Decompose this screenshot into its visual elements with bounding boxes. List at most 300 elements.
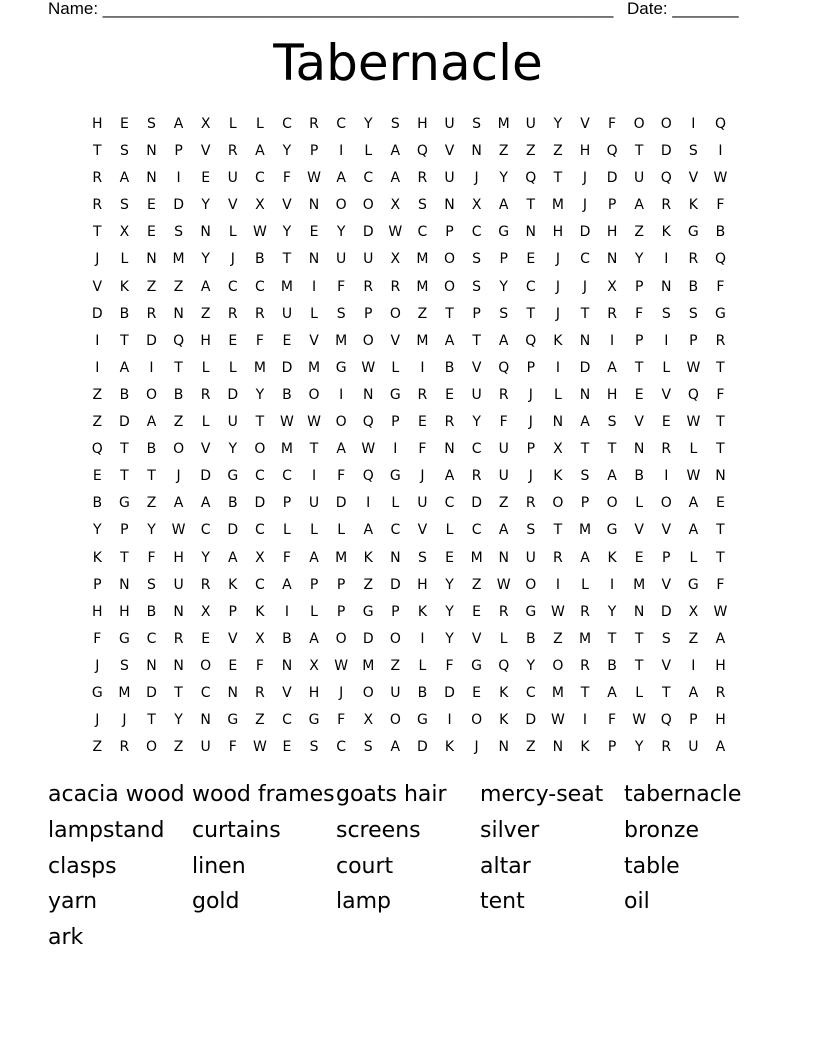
grid-letter: W [280,414,295,431]
grid-letter: F [716,576,725,593]
grid-letter: R [661,739,672,756]
grid-letter: V [282,684,293,701]
grid-letter: O [660,116,673,132]
grid-letter: J [582,197,588,214]
grid-letter: F [337,468,346,485]
grid-letter: A [173,495,184,512]
grid-letter: V [227,630,239,647]
grid-letter: R [688,251,699,268]
grid-letter: R [227,305,239,322]
grid-letter: K [417,603,428,620]
grid-letter: D [471,495,483,512]
grid-letter: B [525,630,537,647]
grid-letter: H [173,549,185,566]
grid-letter: P [364,305,373,322]
grid-letter: H [606,224,618,241]
grid-letter: C [444,495,455,512]
grid-letter: L [120,251,129,268]
grid-letter: C [254,278,266,295]
grid-letter: Y [147,522,157,539]
grid-letter: B [255,251,266,268]
grid-letter: T [580,305,590,322]
grid-letter: M [308,359,321,376]
grid-letter: I [149,359,155,376]
grid-letter: Z [688,630,699,647]
grid-letter: U [634,170,645,187]
grid-letter: A [607,684,618,701]
grid-letter: D [579,224,591,241]
grid-letter: L [418,657,427,674]
grid-letter: R [580,603,591,620]
grid-letter: D [417,739,429,756]
grid-letter: I [311,468,317,485]
word-list-item: tent [480,889,525,915]
grid-letter: Y [336,224,346,241]
grid-letter: U [688,739,699,756]
grid-letter: G [362,603,375,620]
grid-letter: O [173,441,185,458]
grid-letter: C [254,576,266,593]
grid-letter: O [335,630,348,647]
grid-letter: S [661,630,672,647]
grid-letter: Z [471,576,482,593]
grid-letter: P [93,576,103,593]
grid-letter: U [471,386,483,403]
grid-letter: M [578,522,592,539]
grid-letter: I [176,170,182,187]
grid-letter: Y [93,522,103,539]
grid-letter: L [391,359,400,376]
grid-letter: K [228,576,238,593]
grid-letter: E [661,414,672,431]
grid-letter: B [227,495,239,512]
grid-letter: N [146,251,158,268]
grid-letter: A [390,739,401,756]
grid-letter: D [281,359,293,376]
grid-letter: P [282,495,292,512]
grid-letter: J [339,684,344,701]
grid-letter: M [253,359,267,376]
grid-letter: R [173,630,184,647]
word-list-item: lampstand [48,817,165,843]
grid-letter: N [552,739,564,756]
grid-letter: E [201,630,211,647]
grid-letter: U [525,549,537,566]
grid-letter: G [227,712,239,729]
grid-letter: U [444,170,456,187]
grid-letter: C [254,170,266,187]
grid-letter: M [280,278,294,295]
grid-letter: A [607,468,618,485]
grid-letter: Y [499,170,509,187]
grid-letter: B [282,386,293,403]
grid-letter: Z [363,576,374,593]
grid-letter: D [389,576,402,593]
grid-letter: B [607,657,618,674]
grid-letter: C [471,441,482,458]
grid-letter: Q [606,143,619,160]
grid-letter: V [200,143,211,160]
grid-letter: U [417,495,429,512]
grid-letter: C [254,522,266,539]
grid-letter: B [688,278,699,295]
grid-letter: N [200,712,212,729]
grid-letter: S [390,116,401,132]
grid-letter: M [335,332,348,349]
grid-letter: G [498,224,510,241]
grid-letter: P [634,332,644,349]
grid-letter: S [661,305,672,322]
grid-letter: D [525,712,537,729]
grid-letter: A [309,630,320,647]
grid-letter: R [498,603,510,620]
grid-letter: T [526,197,536,214]
grid-letter: R [715,684,726,701]
grid-letter: O [145,739,158,756]
grid-letter: Y [201,549,211,566]
grid-letter: F [499,414,509,431]
grid-letter: W [686,468,701,485]
grid-letter: B [146,441,157,458]
grid-letter: M [280,441,294,458]
grid-letter: F [608,712,617,729]
grid-letter: Y [634,739,644,756]
grid-letter: T [634,630,644,647]
grid-letter: R [444,414,455,431]
word-list-item: tabernacle [624,782,742,807]
grid-letter: P [662,549,671,566]
word-list-item: wood frames [192,782,335,807]
grid-letter: K [444,739,455,756]
grid-letter: Z [173,414,184,431]
grid-letter: T [93,143,103,160]
grid-letter: N [444,197,456,214]
grid-letter: C [227,278,239,295]
word-list-item: silver [480,817,540,843]
word-list-item: lamp [336,889,391,915]
grid-letter: L [635,684,644,701]
grid-letter: D [119,414,131,431]
grid-letter: P [120,522,130,539]
grid-letter: M [416,251,429,268]
grid-letter: O [362,197,375,214]
grid-letter: M [362,657,375,674]
grid-letter: M [335,549,348,566]
word-list-item: goats hair [336,782,447,807]
grid-letter: E [417,414,428,431]
grid-letter: Z [146,278,157,295]
grid-letter: E [228,657,238,674]
grid-letter: F [608,116,617,132]
grid-letter: U [281,305,293,322]
grid-letter: R [661,441,672,458]
grid-letter: W [252,739,268,756]
grid-letter: Q [416,143,429,160]
grid-letter: A [634,197,645,214]
grid-letter: R [119,739,130,756]
grid-letter: N [552,414,564,431]
grid-letter: W [713,170,728,187]
grid-letter: W [686,359,701,376]
grid-letter: T [147,468,157,485]
grid-letter: Z [390,657,401,674]
grid-letter: Y [282,224,292,241]
grid-letter: M [497,116,511,132]
grid-letter: R [227,143,239,160]
grid-letter: N [173,305,185,322]
grid-letter: K [607,549,618,566]
grid-letter: N [444,441,456,458]
grid-letter: M [416,278,429,295]
grid-letter: Z [417,305,428,322]
grid-letter: L [553,386,563,403]
grid-letter: U [227,414,239,431]
grid-letter: S [336,305,347,322]
grid-letter: W [686,414,701,431]
grid-letter: I [420,630,425,647]
grid-letter: K [255,603,265,620]
grid-letter: U [336,251,347,268]
grid-letter: I [447,712,453,729]
grid-letter: S [580,468,590,485]
grid-letter: O [389,630,402,647]
grid-letter: F [716,278,725,295]
grid-letter: Q [498,657,510,674]
grid-letter: E [119,116,130,132]
grid-letter: P [607,197,617,214]
grid-letter: J [122,712,127,729]
grid-letter: D [362,630,375,647]
grid-letter: I [339,143,344,160]
grid-letter: J [95,712,100,729]
word-list-item: acacia wood [48,782,185,807]
grid-letter: F [93,630,102,647]
grid-letter: S [309,739,319,756]
grid-letter: X [309,657,320,674]
grid-letter: H [308,684,320,701]
grid-letter: Z [92,386,103,403]
grid-letter: L [228,359,238,376]
grid-letter: A [309,549,320,566]
grid-letter: Q [687,386,700,403]
word-list-item: table [624,853,680,879]
grid-letter: H [606,386,618,403]
grid-letter: Q [498,359,510,376]
grid-letter: H [715,712,727,729]
grid-letter: N [308,251,320,268]
grid-letter: K [119,278,130,295]
grid-letter: Y [445,576,455,593]
grid-letter: X [119,224,130,241]
word-list-item: court [336,853,394,879]
grid-letter: N [173,603,185,620]
grid-letter: T [309,441,319,458]
grid-letter: S [472,251,482,268]
grid-letter: N [525,224,537,241]
grid-letter: U [498,441,510,458]
grid-letter: R [553,549,564,566]
grid-letter: V [390,332,401,349]
grid-letter: P [689,712,699,729]
grid-letter: I [610,332,615,349]
grid-letter: M [172,251,186,268]
grid-letter: W [307,414,322,431]
grid-letter: T [472,332,482,349]
grid-letter: T [174,359,184,376]
grid-letter: Y [282,143,292,160]
grid-letter: B [634,468,645,485]
grid-letter: B [146,603,157,620]
grid-letter: C [200,522,212,539]
grid-letter: P [309,576,319,593]
grid-letter: Z [498,143,509,160]
grid-letter: Q [714,116,727,132]
grid-letter: R [200,386,212,403]
grid-letter: V [580,116,591,132]
grid-letter: J [555,305,561,322]
grid-letter: N [498,549,510,566]
grid-letter: I [95,332,100,349]
grid-letter: O [335,197,348,214]
grid-letter: H [715,657,727,674]
grid-letter: V [417,522,428,539]
grid-letter: A [200,278,211,295]
grid-letter: J [528,468,534,485]
grid-letter: L [581,576,590,593]
grid-letter: G [416,712,429,729]
grid-letter: R [200,576,212,593]
grid-letter: F [418,441,427,458]
grid-letter: C [200,684,212,701]
grid-letter: M [578,630,592,647]
grid-letter: Z [526,739,537,756]
grid-letter: T [661,684,672,701]
grid-letter: W [550,712,566,729]
grid-letter: T [716,522,726,539]
grid-letter: X [471,197,482,214]
grid-letter: O [389,305,402,322]
grid-letter: A [227,549,239,566]
grid-letter: V [227,197,239,214]
grid-letter: W [252,224,268,241]
grid-letter: Z [146,495,157,512]
grid-letter: Y [553,116,563,132]
word-list-item: altar [480,853,531,879]
grid-letter: S [147,116,157,132]
grid-letter: I [555,359,561,376]
grid-letter: N [390,549,402,566]
grid-letter: C [336,116,347,132]
grid-letter: J [474,170,480,187]
grid-letter: G [118,630,131,647]
grid-letter: T [716,359,726,376]
grid-letter: T [553,170,563,187]
grid-letter: H [92,603,104,620]
word-list-item: curtains [192,817,281,843]
grid-letter: W [632,712,647,729]
grid-letter: U [173,576,185,593]
grid-letter: M [416,332,429,349]
grid-letter: A [498,197,509,214]
grid-letter: L [499,630,509,647]
grid-letter: I [555,576,561,593]
grid-letter: A [580,414,591,431]
grid-letter: V [688,170,699,187]
grid-letter: C [580,251,591,268]
grid-letter: J [582,278,588,295]
grid-letter: I [393,441,398,458]
grid-letter: X [607,278,618,295]
grid-letter: A [688,522,699,539]
grid-letter: O [200,657,212,674]
grid-letter: I [664,468,669,485]
grid-letter: X [553,441,564,458]
grid-letter: S [472,116,482,132]
grid-letter: G [389,468,402,485]
grid-letter: Z [92,414,103,431]
grid-letter: R [417,386,428,403]
grid-letter: C [282,468,293,485]
grid-letter: T [255,414,265,431]
grid-letter: V [634,414,645,431]
grid-letter: M [551,197,565,214]
grid-letter: S [499,305,509,322]
word-list-item: ark [48,925,84,951]
grid-letter: O [633,116,646,132]
grid-letter: R [92,197,103,214]
grid-letter: K [92,549,103,566]
grid-letter: T [607,630,617,647]
grid-letter: N [146,170,158,187]
grid-letter: X [255,630,266,647]
grid-letter: R [363,278,374,295]
grid-letter: S [526,522,536,539]
grid-letter: Y [228,441,238,458]
grid-letter: J [95,251,100,268]
grid-letter: T [445,305,455,322]
grid-letter: V [661,657,672,674]
grid-letter: G [335,359,348,376]
grid-letter: G [525,603,537,620]
grid-letter: I [718,143,724,160]
grid-letter: S [417,197,428,214]
grid-letter: R [525,495,537,512]
grid-letter: B [715,224,726,241]
grid-letter: R [417,170,428,187]
grid-letter: N [200,224,212,241]
grid-letter: Y [363,116,374,132]
grid-letter: N [308,197,320,214]
grid-letter: N [362,386,374,403]
grid-letter: D [254,495,266,512]
grid-letter: G [308,712,320,729]
grid-letter: N [633,441,645,458]
grid-letter: X [688,603,699,620]
grid-letter: A [688,684,699,701]
grid-letter: S [688,305,699,322]
grid-letter: V [634,522,645,539]
grid-letter: O [471,712,483,729]
grid-letter: Z [173,278,184,295]
grid-letter: G [606,522,618,539]
grid-letter: N [661,278,672,295]
grid-letter: M [118,684,131,701]
grid-letter: G [118,495,131,512]
grid-letter: I [664,332,669,349]
grid-letter: P [228,603,238,620]
grid-letter: Q [525,170,537,187]
grid-letter: T [147,712,157,729]
